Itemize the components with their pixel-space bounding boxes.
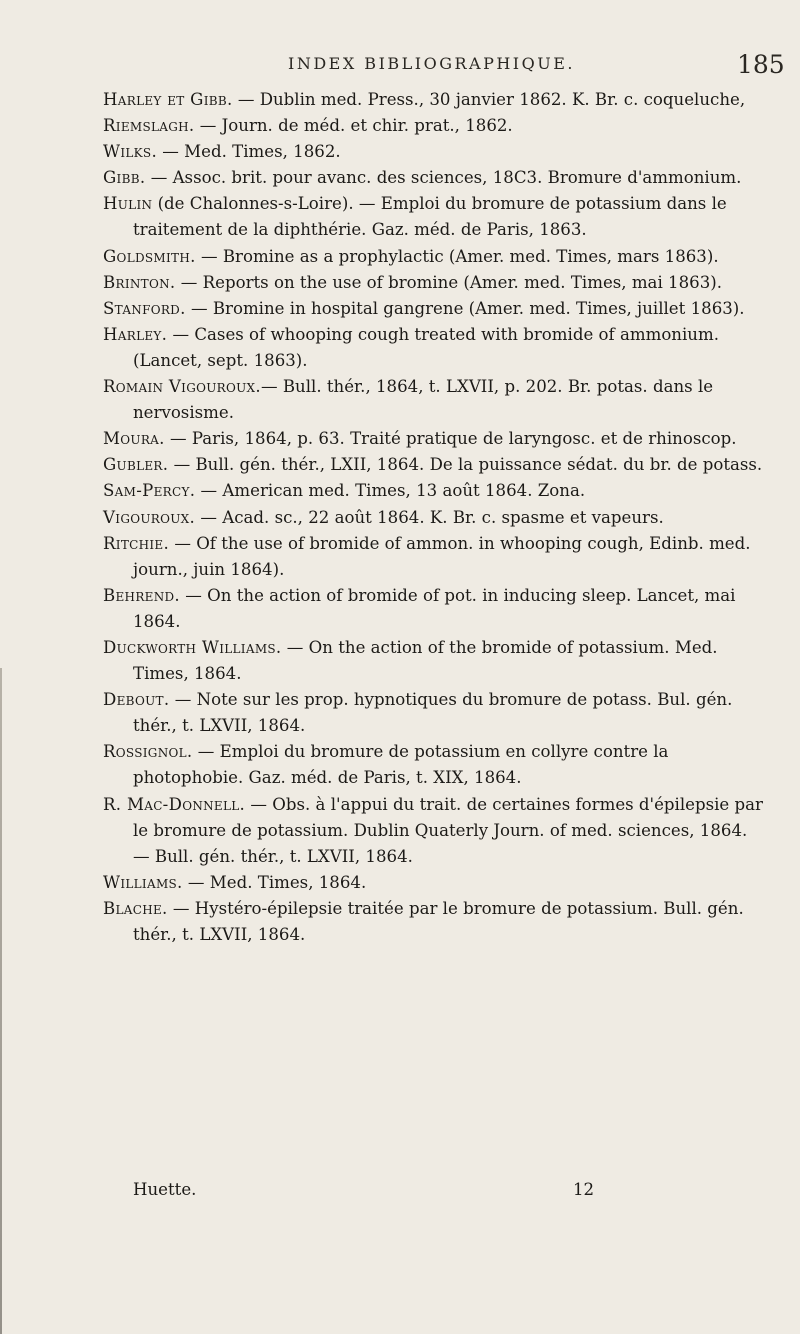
bibliography-entry — [103, 426, 773, 452]
bibliography-entry — [103, 739, 773, 791]
page-number: 185 — [737, 50, 785, 79]
entry-text: — On the action of bromide of pot. in inducing sleep. Lancet, mai 1864. — [133, 585, 736, 631]
bibliography-entry — [103, 531, 773, 583]
bibliography-entry — [103, 635, 773, 687]
entry-author: Gibb. — [103, 168, 146, 188]
bibliography-entry — [103, 792, 773, 844]
bibliography-entry — [103, 844, 773, 870]
entry-text: — Note sur les prop. hypnotiques du bromure de potass. Bul. gén. thér., t. LXVII, 1864. — [133, 690, 733, 736]
entry-text: — Bromine as a prophylactic (Amer. med. Times, mars 1863). — [195, 246, 719, 266]
bibliography-entry — [103, 191, 773, 243]
header-title: INDEX BIBLIOGRAPHIQUE. — [288, 54, 575, 73]
entry-author: Gubler. — [103, 455, 169, 475]
bibliography-entry — [103, 452, 773, 478]
bibliography-entry — [103, 296, 773, 322]
entry-text: — Journ. de méd. et chir. prat., 1862. — [194, 116, 513, 136]
entry-author: Vigouroux. — [103, 507, 196, 527]
entry-text: — Dublin med. Press., 30 janvier 1862. K. Br. c. coqueluche, — [232, 90, 746, 109]
entry-author: Romain Vigouroux. — [103, 377, 261, 397]
running-header — [0, 50, 800, 84]
entry-text: — On the action of the bromide of potassium. Med. Times, 1864. — [133, 637, 718, 684]
entry-author: Debout. — [103, 690, 170, 710]
entry-author: Hulin — [103, 194, 153, 214]
bibliography-entry — [103, 505, 773, 531]
entry-author: Duckworth Williams. — [103, 637, 282, 657]
entry-author: Riemslagh. — [103, 116, 195, 136]
entry-author: Moura. — [103, 429, 165, 449]
bibliography-entry — [103, 165, 773, 191]
bibliography-entry — [103, 583, 773, 635]
bibliography-entry — [103, 113, 773, 139]
entry-author: Behrend. — [103, 585, 181, 605]
entry-author: Stanford. — [103, 298, 186, 318]
entry-author: Wilks. — [103, 142, 158, 162]
entry-text: (de Chalonnes-s-Loire). — Emploi du bromure de potassium dans le traitement de la diphthérie. Gaz. méd. de Paris, 1863. — [133, 194, 727, 240]
entry-author: Blache. — [103, 898, 168, 918]
bibliography-entry — [103, 322, 773, 374]
entry-text: — Med. Times, 1862. — [157, 142, 341, 162]
entry-author: Goldsmith. — [103, 246, 196, 266]
bibliography-entry — [103, 244, 773, 270]
sheet-number: 12 — [573, 1180, 595, 1199]
entry-text: — Bull. thér., 1864, t. LXVII, p. 202. Br. potas. dans le nervosisme. — [133, 377, 714, 423]
bibliography-entry — [103, 870, 773, 896]
entry-text: — Hystéro-épilepsie traitée par le bromure de potassium. Bull. gén. thér., t. LXVII, 1864. — [133, 898, 744, 944]
bibliography-list — [103, 87, 773, 948]
entry-author: Rossignol. — [103, 742, 193, 762]
entry-text: — Med. Times, 1864. — [182, 872, 367, 892]
entry-text: — American med. Times, 13 août 1864. Zona. — [195, 481, 586, 501]
entry-author: R. Mac-Donnell. — [103, 794, 246, 814]
entry-text: — Obs. à l'appui du trait. de certaines formes d'épilepsie par le bromure de potassium. Dublin Quaterly Journ. of med. sciences, 1864. — [133, 794, 763, 840]
bibliography-entry — [103, 478, 773, 504]
entry-author: Brinton. — [103, 272, 176, 292]
entry-author: Harley et Gibb. — [103, 90, 233, 109]
entry-text: — Cases of whooping cough treated with bromide of ammonium. (Lancet, sept. 1863). — [133, 324, 720, 370]
bibliography-entry — [103, 270, 773, 296]
binding-shadow — [0, 668, 2, 1334]
entry-text: — Emploi du bromure de potassium en collyre contre la photophobie. Gaz. méd. de Paris, t. XIX, 1864. — [133, 742, 669, 788]
entry-text: — Reports on the use of bromine (Amer. med. Times, mai 1863). — [175, 272, 723, 292]
entry-author: Sam-Percy. — [103, 481, 196, 501]
entry-author: Harley. — [103, 324, 168, 344]
entry-text: — Of the use of bromide of ammon. in whooping cough, Edinb. med. journ., juin 1864). — [133, 533, 751, 579]
entry-author: Ritchie. — [103, 533, 170, 553]
bibliography-entry — [103, 87, 773, 113]
bibliography-entry — [103, 687, 773, 739]
printer-signature: Huette. — [133, 1180, 197, 1199]
entry-text: — Assoc. brit. pour avanc. des sciences, 18C3. Bromure d'ammonium. — [145, 168, 742, 188]
entry-text: — Bull. gén. thér., t. LXVII, 1864. — [133, 846, 413, 866]
entry-text: — Bull. gén. thér., LXII, 1864. De la puissance sédat. du br. de potass. — [168, 455, 763, 475]
entry-author: Williams. — [103, 872, 183, 892]
bibliography-entry — [103, 374, 773, 426]
entry-text: — Bromine in hospital gangrene (Amer. med. Times, juillet 1863). — [185, 298, 745, 318]
entry-text: — Acad. sc., 22 août 1864. K. Br. c. spasme et vapeurs. — [195, 507, 664, 527]
bibliography-entry — [103, 139, 773, 165]
bibliography-entry — [103, 896, 773, 948]
entry-text: — Paris, 1864, p. 63. Traité pratique de laryngosc. et de rhinoscop. — [164, 429, 737, 449]
